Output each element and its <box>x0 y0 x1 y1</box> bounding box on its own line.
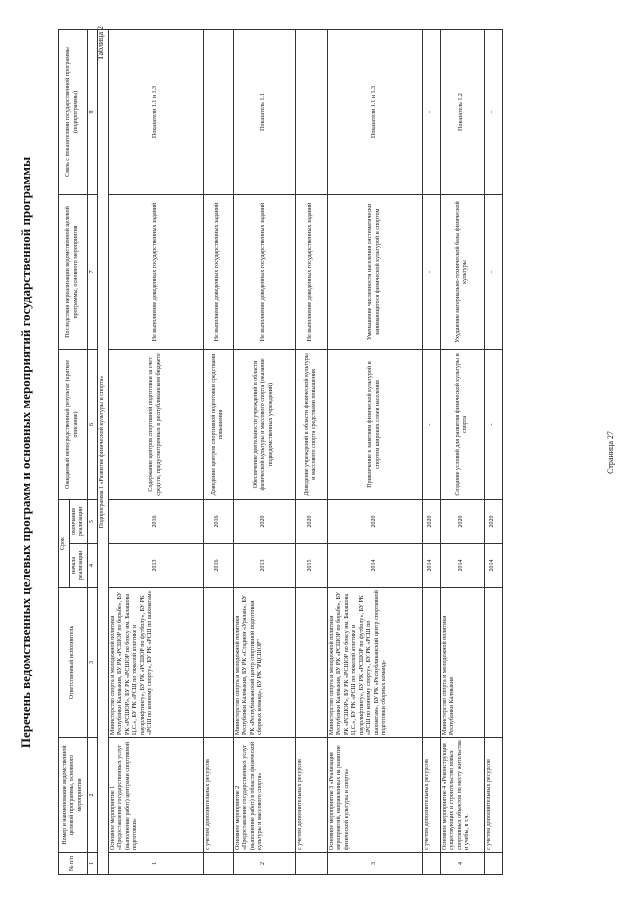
row-num: 2 <box>233 853 295 875</box>
row-name: с учетом дополнительных ресурсов <box>484 738 502 853</box>
row-name: Основное мероприятие 4 «Реконструкция существующих и строительство новых спортивных объектов по месту жительства и учебы, в т.ч. <box>440 738 484 853</box>
row-start: 2016 <box>203 544 233 588</box>
col-number: 6 <box>87 349 98 499</box>
header-name: Номер и наименование ведомственной целевой программы, основного мероприятия <box>59 738 88 853</box>
measures-table <box>58 29 503 875</box>
row-name: Основное мероприятие 2 «Предоставление государственных услуг (выполнение работ) в области физической культуры и массового спорта» <box>233 738 295 853</box>
row-link: Показатели 1.1 и 1.3 <box>108 29 203 194</box>
row-num <box>295 853 327 875</box>
row-consequences: Не выполнение доведенных государственных заданий <box>233 194 295 349</box>
row-consequences: - <box>484 194 502 349</box>
table-row <box>484 29 502 874</box>
row-end: 2016 <box>108 499 203 543</box>
table-row <box>295 29 327 874</box>
row-name: с учетом дополнительных ресурсов <box>203 738 233 853</box>
col-number: 3 <box>87 588 98 738</box>
row-result: Обеспечение деятельности учреждений в области физической культуры и массового спорта (оказание подведомственных учреждений) <box>233 349 295 499</box>
row-start: 2014 <box>422 544 440 588</box>
column-numbers-row <box>87 29 98 874</box>
row-start: 2013 <box>233 544 295 588</box>
row-name: с учетом дополнительных ресурсов <box>422 738 440 853</box>
row-link: Показатель 1.1 <box>233 29 295 194</box>
row-executor: Министерство спорта и молодежной политики Республики Калмыкия, БУ РК «Стадион «Уралан», БУ РК «Республиканский центр спортивной подготовки сборных команд», БУ РК "РЦСШОР" <box>233 588 295 738</box>
page-title: Перечень ведомственных целевых программ и основных мероприятий государственной программы <box>18 156 33 749</box>
col-number: 7 <box>87 194 98 349</box>
table-row <box>327 29 422 874</box>
row-consequences: Не выполнение доведенных государственных заданий <box>295 194 327 349</box>
row-end: 2020 <box>295 499 327 543</box>
row-result: - <box>484 349 502 499</box>
row-end: 2016 <box>203 499 233 543</box>
row-result: Доведение учреждений в области физической культуры и массового спорта средствами повышения <box>295 349 327 499</box>
row-link: - <box>484 29 502 194</box>
table-row <box>233 29 295 874</box>
table-label: Таблица 2 <box>96 26 105 61</box>
row-start: 2014 <box>327 544 422 588</box>
row-result: Содержание центров спортивной подготовки за счет средств, предусмотренных в республиканском бюджете <box>108 349 203 499</box>
row-consequences: Ухудшение материально-технической базы физической культуры <box>440 194 484 349</box>
row-num: 1 <box>108 853 203 875</box>
row-start: 2013 <box>108 544 203 588</box>
row-num: 4 <box>440 853 484 875</box>
row-result: Создание условий для развития физической культуры и спорта <box>440 349 484 499</box>
subprogram-title: Подпрограмма 1 «Развитие физической культуры и спорта» <box>98 29 109 874</box>
row-consequences: Не выполнение доведенных государственных заданий <box>203 194 233 349</box>
row-result: Доведение центров спортивной подготовки средствами повышения <box>203 349 233 499</box>
header-link: Связь с показателями государственной программы (подпрограммы) <box>59 29 88 194</box>
header-executor: Ответственный исполнитель <box>59 588 88 738</box>
header-num: № п/п <box>59 853 88 875</box>
row-start: 2014 <box>484 544 502 588</box>
table-row <box>203 29 233 874</box>
row-end: 2020 <box>327 499 422 543</box>
row-executor: Министерство спорта и молодежной политики Республики Калмыкия, БУ РК «РСШОР по борьбе», БУ РК «РСШОР», БУ РК «РСШОР по боксу им. Балашова Ц.С.», БУ РК «РСШ по тяжелой атлетике и пауэрлифтингу», БУ РК «РСШОР по футболу», БУ РК «РСШ по конному спорту», БУ РК «РСШ по шахматам», БУ РК «Республиканский центр спортивной подготовки сборных команд» <box>327 588 422 738</box>
col-number: 1 <box>87 853 98 875</box>
row-num <box>203 853 233 875</box>
row-result: Привлечение к занятиям физической культурой и спортом широких слоев населения <box>327 349 422 499</box>
row-start: 2015 <box>295 544 327 588</box>
row-executor <box>484 588 502 738</box>
row-result: - <box>422 349 440 499</box>
row-start: 2014 <box>440 544 484 588</box>
row-name: с учетом дополнительных ресурсов <box>295 738 327 853</box>
row-executor <box>203 588 233 738</box>
row-executor: Министерство спорта и молодежной политики Республики Калмыкия, БУ РК «РСШОР по борьбе», БУ РК «РСШОР», БУ РК «РСШОР по боксу им. Балашова Ц.С.», БУ РК «РСШ по тяжелой атлетике и пауэрлифтингу», БУ РК «РСШОР по футболу», БУ РК «РСШ по конному спорту», БУ РК «РСШ по шахматам» <box>108 588 203 738</box>
header-end: окончания реализации <box>69 499 87 543</box>
col-number: 8 <box>87 29 98 194</box>
col-number: 5 <box>87 499 98 543</box>
row-link: Показатель 1.2 <box>440 29 484 194</box>
page-number: Страница 27 <box>606 431 615 474</box>
col-number: 4 <box>87 544 98 588</box>
row-link: Показатели 1.1 и 1.3 <box>327 29 422 194</box>
row-consequences: - <box>422 194 440 349</box>
row-link <box>295 29 327 194</box>
row-consequences: Уменьшение численности населения систематически занимающегося физической культурой и спортом <box>327 194 422 349</box>
table-row <box>440 29 484 874</box>
row-num <box>422 853 440 875</box>
table-row <box>108 29 203 874</box>
row-link <box>203 29 233 194</box>
row-executor <box>422 588 440 738</box>
row-name: Основное мероприятие 1 «Предоставление государственных услуг (выполнение работ) центрами спортивной подготовки» <box>108 738 203 853</box>
row-consequences: Не выполнение доведенных государственных заданий <box>108 194 203 349</box>
row-name: Основное мероприятие 3 «Реализация мероприятий, направленных на развитие физической культуры и спорта» <box>327 738 422 853</box>
col-number: 2 <box>87 738 98 853</box>
row-end: 2020 <box>422 499 440 543</box>
header-start: начала реализации <box>69 544 87 588</box>
header-result: Ожидаемый непосредственный результат (краткое описание) <box>59 349 88 499</box>
row-link: - <box>422 29 440 194</box>
row-end: 2020 <box>440 499 484 543</box>
row-executor <box>295 588 327 738</box>
row-executor: Министерство спорта и молодежной политики Республики Калмыкия <box>440 588 484 738</box>
row-num <box>484 853 502 875</box>
row-num: 3 <box>327 853 422 875</box>
header-consequences: Последствия нереализации ведомственной целевой программы, основного мероприятия <box>59 194 88 349</box>
header-term: Срок <box>59 499 70 587</box>
row-end: 2020 <box>484 499 502 543</box>
table-row <box>422 29 440 874</box>
row-end: 2020 <box>233 499 295 543</box>
